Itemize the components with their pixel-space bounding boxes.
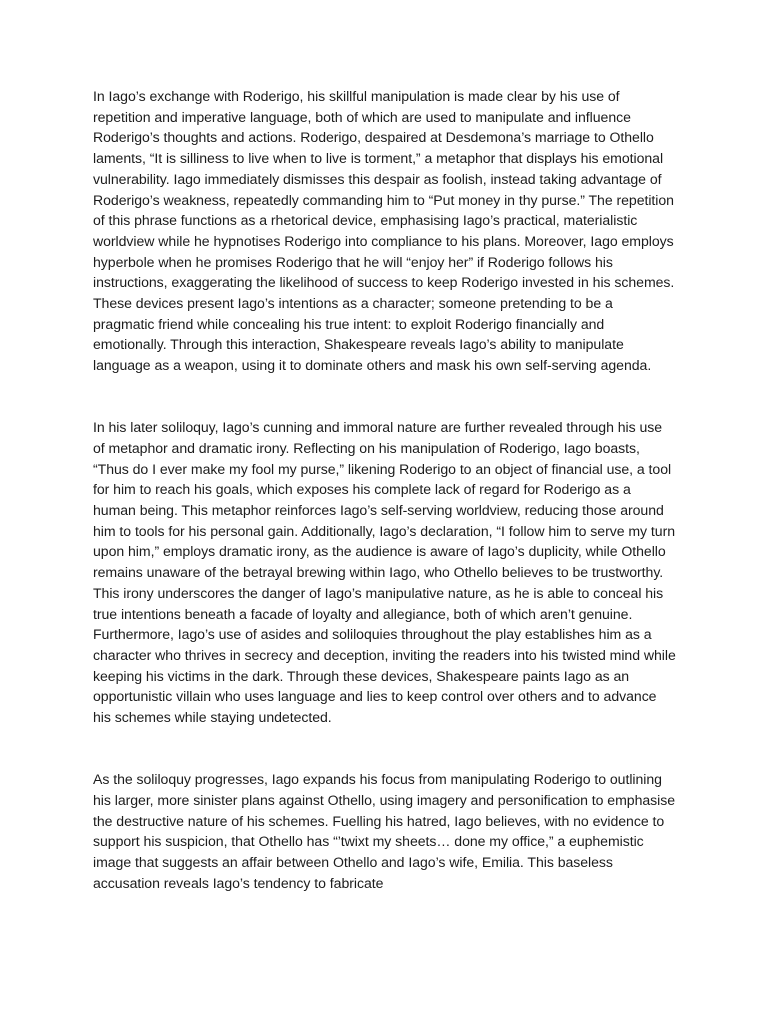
paragraph-soliloquy-progresses: As the soliloquy progresses, Iago expands his focus from manipulating Roderigo to outlining his larger, more sinister plans against Othello, using imagery and personification to emphasise the destructive nature of his schemes. Fuelling his hatred, Iago believes, with no evidence to support his suspicion, that Othello has “’twixt my sheets… done my office,” a euphemistic image that suggests an affair between Othello and Iago’s wife, Emilia. This baseless accusation reveals Iago’s tendency to fabricate <box>93 771 676 891</box>
paragraph-roderigo-exchange: In Iago’s exchange with Roderigo, his skillful manipulation is made clear by his use of repetition and imperative language, both of which are used to manipulate and influence Roderigo’s thoughts and actions. Roderigo, despaired at Desdemona’s marriage to Othello laments, “It is silliness to live when to live is torment,” a metaphor that displays his emotional vulnerability. Iago immediately dismisses this despair as foolish, instead taking advantage of Roderigo’s weakness, repeatedly commanding him to “Put money in thy purse.” The repetition of this phrase functions as a rhetorical device, emphasising Iago’s practical, materialistic worldview while he hypnotises Roderigo into compliance to his plans. Moreover, Iago employs hyperbole when he promises Roderigo that he will “enjoy her” if Roderigo follows his instructions, exaggerating the likelihood of success to keep Roderigo invested in his schemes. These devices present Iago’s intentions as a character; someone pretending to be a pragmatic friend while concealing his true intent: to exploit Roderigo financially and emotionally. Through this interaction, Shakespeare reveals Iago’s ability to manipulate language as a weapon, using it to dominate others and mask his own self-serving agenda. <box>93 88 675 374</box>
paragraph-later-soliloquy: In his later soliloquy, Iago’s cunning and immoral nature are further revealed through his use of metaphor and dramatic irony. Reflecting on his manipulation of Roderigo, Iago boasts, “Thus do I ever make my fool my purse,” likening Roderigo to an object of financial use, a tool for him to reach his goals, which exposes his complete lack of regard for Roderigo as a human being. This metaphor reinforces Iago’s self-serving worldview, reducing those around him to tools for his personal gain. Additionally, Iago’s declaration, “I follow him to serve my turn upon him,” employs dramatic irony, as the audience is aware of Iago’s duplicity, while Othello remains unaware of the betrayal brewing within Iago, who Othello believes to be trustworthy. This irony underscores the danger of Iago’s manipulative nature, as he is able to conceal his true intentions beneath a facade of loyalty and allegiance, both of which aren’t genuine. Furthermore, Iago’s use of asides and soliloquies throughout the play establishes him as a character who thrives in secrecy and deception, inviting the readers into his twisted mind while keeping his victims in the dark. Through these devices, Shakespeare paints Iago as an opportunistic villain who uses language and lies to keep control over others and to advance his schemes while staying undetected. <box>93 419 676 726</box>
document-body <box>93 86 677 893</box>
